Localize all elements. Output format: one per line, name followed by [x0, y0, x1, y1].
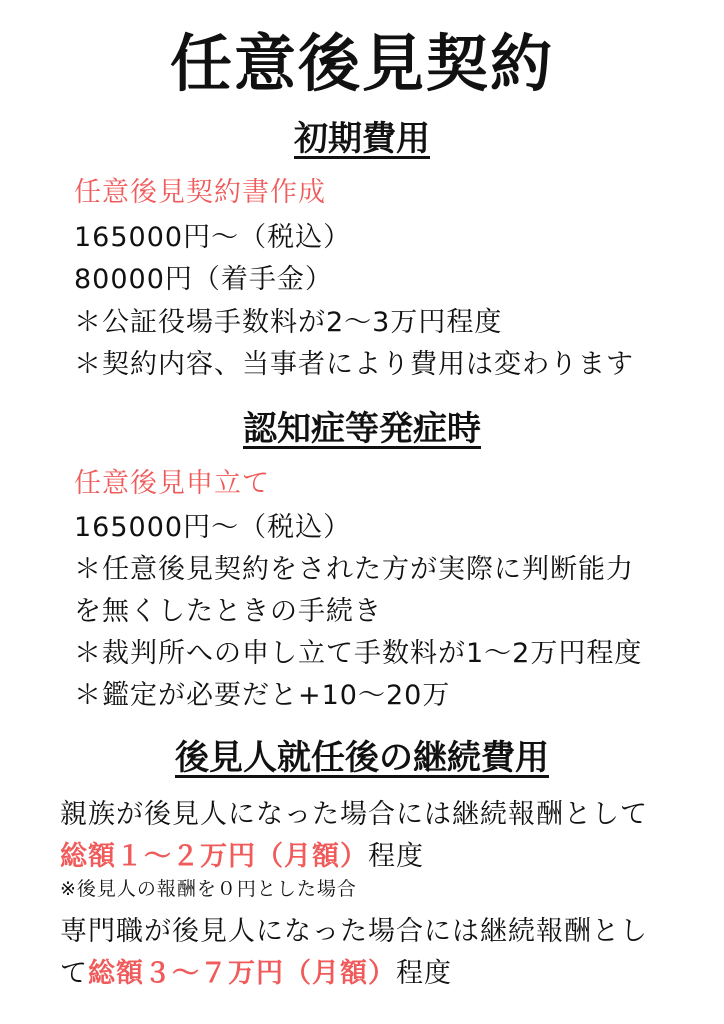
contract-price: 165000円～（税込）	[74, 222, 352, 253]
contract-note-variation: ＊契約内容、当事者により費用は変わります	[74, 349, 634, 380]
section-ongoing-costs-heading: 後見人就任後の継続費用	[175, 738, 549, 778]
petition-note-procedure-line1: ＊任意後見契約をされた方が実際に判断能力	[74, 554, 634, 585]
family-guardian-note: ※後見人の報酬を０円とした場合	[60, 878, 357, 900]
section-initial-costs-heading: 初期費用	[294, 119, 430, 159]
contract-note-notary-fee: ＊公証役場手数料が2～3万円程度	[74, 307, 503, 338]
petition-price: 165000円～（税込）	[74, 512, 352, 543]
petition-note-court-fee: ＊裁判所への申し立て手数料が1～2万円程度	[74, 638, 643, 669]
professional-guardian-amount-line	[60, 955, 452, 993]
family-guardian-amount: 総額１～２万円（月額）	[60, 841, 368, 872]
petition-note-procedure-line2: を無くしたときの手続き	[74, 596, 382, 627]
petition-note-appraisal: ＊鑑定が必要だと+10～20万	[74, 680, 451, 711]
document-title: 任意後見契約	[169, 27, 554, 100]
contract-deposit: 80000円（着手金）	[74, 264, 333, 295]
family-guardian-suffix: 程度	[368, 841, 424, 872]
family-guardian-line: 親族が後見人になった場合には継続報酬として	[60, 799, 648, 830]
section-dementia-heading: 認知症等発症時	[243, 409, 481, 449]
family-guardian-amount-line	[60, 838, 424, 876]
professional-guardian-suffix: 程度	[396, 958, 452, 989]
petition-title: 任意後見申立て	[74, 468, 270, 499]
professional-guardian-line: 専門職が後見人になった場合には継続報酬とし	[60, 916, 648, 947]
professional-guardian-prefix: て	[60, 958, 88, 989]
contract-document-title: 任意後見契約書作成	[74, 177, 326, 208]
professional-guardian-amount: 総額３～７万円（月額）	[88, 958, 396, 989]
